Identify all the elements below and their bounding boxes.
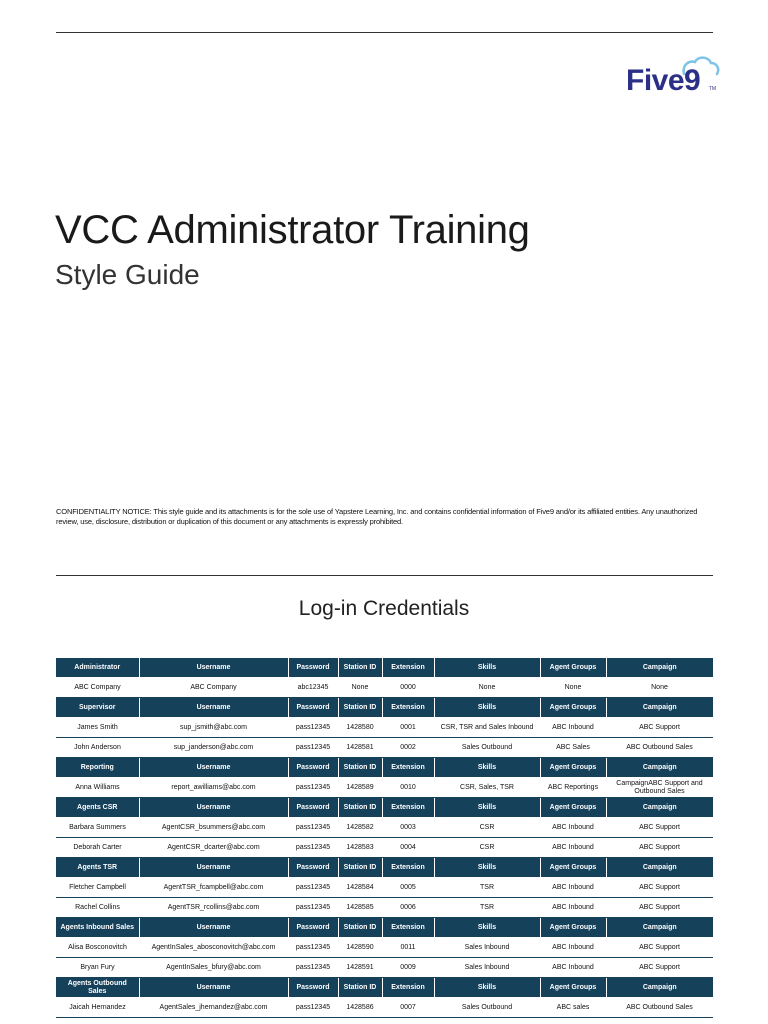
table-cell: ABC Inbound xyxy=(540,938,606,958)
table-cell: 1428583 xyxy=(338,838,382,858)
role-header-cell: Supervisor xyxy=(56,698,139,718)
column-header-cell: Agent Groups xyxy=(540,758,606,778)
table-cell: ABC Inbound xyxy=(540,958,606,978)
column-header-cell: Station ID xyxy=(338,758,382,778)
table-cell: 0011 xyxy=(382,938,434,958)
column-header-cell: Username xyxy=(139,978,288,998)
table-row xyxy=(56,958,713,978)
table-cell: 0009 xyxy=(382,958,434,978)
column-header-cell: Username xyxy=(139,658,288,678)
table-row xyxy=(56,838,713,858)
table-cell: 0010 xyxy=(382,778,434,798)
table-cell: TSR xyxy=(434,898,540,918)
column-header-cell: Extension xyxy=(382,698,434,718)
column-header-cell: Skills xyxy=(434,798,540,818)
table-cell: 1428581 xyxy=(338,738,382,758)
column-header-cell: Skills xyxy=(434,758,540,778)
document-subtitle: Style Guide xyxy=(55,259,200,290)
table-cell: 0001 xyxy=(382,718,434,738)
table-cell: AgentSales_jhernandez@abc.com xyxy=(139,998,288,1018)
column-header-cell: Campaign xyxy=(606,698,713,718)
table-cell: sup_jsmith@abc.com xyxy=(139,718,288,738)
column-header-cell: Extension xyxy=(382,798,434,818)
role-header-cell: Administrator xyxy=(56,658,139,678)
table-cell: 1428584 xyxy=(338,878,382,898)
table-cell: ABC Inbound xyxy=(540,878,606,898)
column-header-cell: Station ID xyxy=(338,798,382,818)
table-cell: 0000 xyxy=(382,678,434,698)
column-header-cell: Extension xyxy=(382,758,434,778)
column-header-cell: Extension xyxy=(382,658,434,678)
column-header-cell: Password xyxy=(288,978,338,998)
table-cell: ABC Support xyxy=(606,958,713,978)
table-cell: CSR, TSR and Sales Inbound xyxy=(434,718,540,738)
column-header-cell: Extension xyxy=(382,858,434,878)
table-cell: AgentCSR_bsummers@abc.com xyxy=(139,818,288,838)
top-divider xyxy=(56,32,713,33)
table-cell: AgentCSR_dcarter@abc.com xyxy=(139,838,288,858)
table-cell: 0003 xyxy=(382,818,434,838)
table-row xyxy=(56,678,713,698)
table-cell: 1428590 xyxy=(338,938,382,958)
column-header-cell: Agent Groups xyxy=(540,858,606,878)
table-cell: TSR xyxy=(434,878,540,898)
table-row xyxy=(56,718,713,738)
document-title: VCC Administrator Training xyxy=(55,208,530,252)
table-row xyxy=(56,738,713,758)
table-cell: AgentInSales_abosconovitch@abc.com xyxy=(139,938,288,958)
column-header-cell: Username xyxy=(139,918,288,938)
table-cell: pass12345 xyxy=(288,878,338,898)
role-header-cell: Reporting xyxy=(56,758,139,778)
table-cell: ABC Inbound xyxy=(540,838,606,858)
table-cell: Fletcher Campbell xyxy=(56,878,139,898)
table-cell: Sales Inbound xyxy=(434,938,540,958)
column-header-cell: Campaign xyxy=(606,798,713,818)
table-header-row xyxy=(56,698,713,718)
table-cell: None xyxy=(338,678,382,698)
table-cell: Alisa Bosconovitch xyxy=(56,938,139,958)
table-cell: pass12345 xyxy=(288,958,338,978)
table-cell: report_awilliams@abc.com xyxy=(139,778,288,798)
table-cell: CampaignABC Support and Outbound Sales xyxy=(606,778,713,798)
table-cell: 0006 xyxy=(382,898,434,918)
table-row xyxy=(56,998,713,1018)
column-header-cell: Campaign xyxy=(606,918,713,938)
column-header-cell: Password xyxy=(288,798,338,818)
credentials-table xyxy=(56,658,713,1018)
table-cell: Barbara Summers xyxy=(56,818,139,838)
table-cell: AgentTSR_rcollins@abc.com xyxy=(139,898,288,918)
column-header-cell: Skills xyxy=(434,978,540,998)
table-cell: AgentTSR_fcampbell@abc.com xyxy=(139,878,288,898)
table-cell: ABC Inbound xyxy=(540,818,606,838)
table-cell: ABC Reportings xyxy=(540,778,606,798)
table-cell: pass12345 xyxy=(288,718,338,738)
table-cell: 1428580 xyxy=(338,718,382,738)
table-cell: 1428582 xyxy=(338,818,382,838)
role-header-cell: Agents TSR xyxy=(56,858,139,878)
table-cell: None xyxy=(540,678,606,698)
column-header-cell: Station ID xyxy=(338,698,382,718)
table-cell: 0002 xyxy=(382,738,434,758)
table-cell: Sales Inbound xyxy=(434,958,540,978)
table-cell: pass12345 xyxy=(288,818,338,838)
column-header-cell: Station ID xyxy=(338,858,382,878)
column-header-cell: Campaign xyxy=(606,758,713,778)
column-header-cell: Skills xyxy=(434,698,540,718)
table-cell: 1428589 xyxy=(338,778,382,798)
column-header-cell: Campaign xyxy=(606,658,713,678)
table-header-row xyxy=(56,758,713,778)
column-header-cell: Agent Groups xyxy=(540,978,606,998)
table-cell: 1428586 xyxy=(338,998,382,1018)
table-cell: James Smith xyxy=(56,718,139,738)
table-cell: ABC Support xyxy=(606,938,713,958)
table-cell: pass12345 xyxy=(288,738,338,758)
table-cell: 1428585 xyxy=(338,898,382,918)
column-header-cell: Station ID xyxy=(338,978,382,998)
column-header-cell: Skills xyxy=(434,858,540,878)
table-cell: sup_janderson@abc.com xyxy=(139,738,288,758)
role-header-cell: Agents CSR xyxy=(56,798,139,818)
column-header-cell: Extension xyxy=(382,978,434,998)
confidentiality-notice: CONFIDENTIALITY NOTICE: This style guide and its attachments is for the sole use of Yapstere Learning, Inc. and contains confidential information of Five9 and/or its affiliated entities. Any unauthorized review, use, disclosure, distribution or duplication of this document or any attachments is expressly prohibited. xyxy=(56,507,698,526)
logo-wordmark: Five9 xyxy=(626,64,701,97)
column-header-cell: Agent Groups xyxy=(540,798,606,818)
column-header-cell: Password xyxy=(288,758,338,778)
role-header-cell: Agents Outbound Sales xyxy=(56,978,139,998)
role-header-cell: Agents Inbound Sales xyxy=(56,918,139,938)
column-header-cell: Agent Groups xyxy=(540,698,606,718)
table-cell: AgentInSales_bfury@abc.com xyxy=(139,958,288,978)
section-divider xyxy=(56,575,713,576)
table-cell: CSR, Sales, TSR xyxy=(434,778,540,798)
table-cell: CSR xyxy=(434,818,540,838)
table-row xyxy=(56,778,713,798)
table-cell: ABC Support xyxy=(606,718,713,738)
table-cell: Sales Outbound xyxy=(434,998,540,1018)
column-header-cell: Password xyxy=(288,698,338,718)
table-cell: pass12345 xyxy=(288,998,338,1018)
table-cell: 1428591 xyxy=(338,958,382,978)
table-cell: None xyxy=(606,678,713,698)
column-header-cell: Station ID xyxy=(338,918,382,938)
table-cell: 0007 xyxy=(382,998,434,1018)
table-row xyxy=(56,818,713,838)
table-cell: Anna Williams xyxy=(56,778,139,798)
column-header-cell: Agent Groups xyxy=(540,918,606,938)
table-cell: ABC Outbound Sales xyxy=(606,998,713,1018)
table-cell: abc12345 xyxy=(288,678,338,698)
column-header-cell: Username xyxy=(139,858,288,878)
column-header-cell: Skills xyxy=(434,918,540,938)
column-header-cell: Skills xyxy=(434,658,540,678)
section-title: Log-in Credentials xyxy=(298,597,470,620)
table-cell: None xyxy=(434,678,540,698)
table-header-row xyxy=(56,978,713,998)
table-header-row xyxy=(56,658,713,678)
table-cell: 0004 xyxy=(382,838,434,858)
table-cell: John Anderson xyxy=(56,738,139,758)
table-cell: ABC sales xyxy=(540,998,606,1018)
table-cell: ABC Company xyxy=(139,678,288,698)
table-cell: ABC Company xyxy=(56,678,139,698)
table-cell: CSR xyxy=(434,838,540,858)
column-header-cell: Campaign xyxy=(606,858,713,878)
column-header-cell: Password xyxy=(288,918,338,938)
table-cell: ABC Support xyxy=(606,898,713,918)
table-cell: ABC Support xyxy=(606,818,713,838)
column-header-cell: Campaign xyxy=(606,978,713,998)
table-header-row xyxy=(56,858,713,878)
table-cell: ABC Support xyxy=(606,838,713,858)
column-header-cell: Password xyxy=(288,858,338,878)
table-cell: ABC Inbound xyxy=(540,718,606,738)
trademark-mark: TM xyxy=(708,86,716,92)
table-cell: pass12345 xyxy=(288,838,338,858)
table-cell: ABC Sales xyxy=(540,738,606,758)
column-header-cell: Agent Groups xyxy=(540,658,606,678)
column-header-cell: Station ID xyxy=(338,658,382,678)
table-cell: ABC Inbound xyxy=(540,898,606,918)
table-row xyxy=(56,878,713,898)
table-cell: pass12345 xyxy=(288,898,338,918)
column-header-cell: Username xyxy=(139,758,288,778)
table-cell: ABC Outbound Sales xyxy=(606,738,713,758)
table-cell: 0005 xyxy=(382,878,434,898)
table-cell: Rachel Collins xyxy=(56,898,139,918)
table-cell: pass12345 xyxy=(288,778,338,798)
column-header-cell: Extension xyxy=(382,918,434,938)
table-cell: Sales Outbound xyxy=(434,738,540,758)
table-header-row xyxy=(56,798,713,818)
table-cell: Bryan Fury xyxy=(56,958,139,978)
table-row xyxy=(56,898,713,918)
table-cell: pass12345 xyxy=(288,938,338,958)
column-header-cell: Password xyxy=(288,658,338,678)
table-cell: Jaicah Hernandez xyxy=(56,998,139,1018)
five9-logo xyxy=(624,52,720,98)
table-header-row xyxy=(56,918,713,938)
table-row xyxy=(56,938,713,958)
column-header-cell: Username xyxy=(139,698,288,718)
table-cell: Deborah Carter xyxy=(56,838,139,858)
column-header-cell: Username xyxy=(139,798,288,818)
table-cell: ABC Support xyxy=(606,878,713,898)
